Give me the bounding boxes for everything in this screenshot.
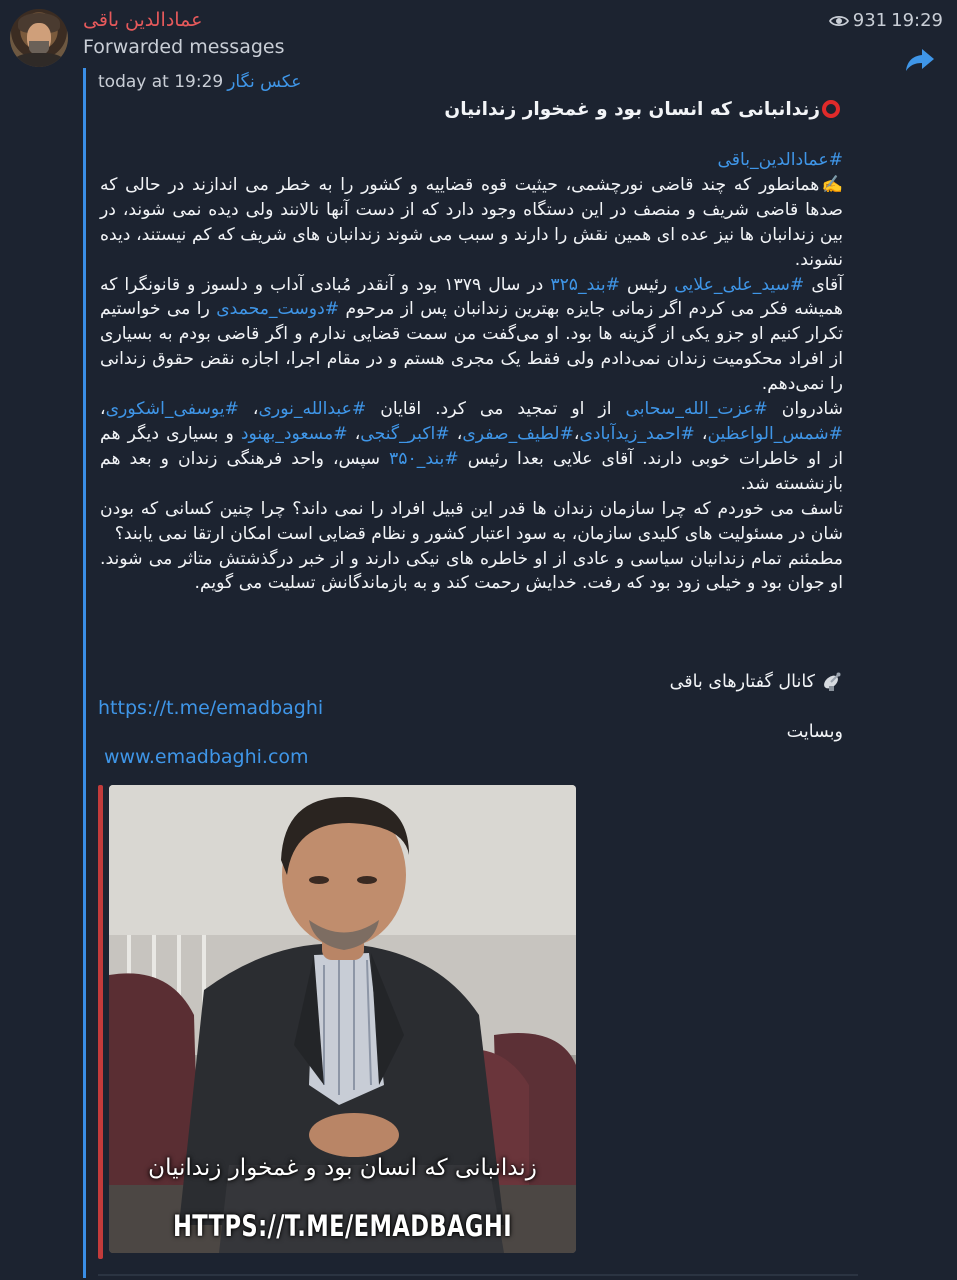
hashtag-link[interactable]: #عمادالدین_باقی bbox=[717, 150, 843, 170]
forward-source bbox=[98, 72, 301, 92]
eye-icon bbox=[829, 14, 849, 28]
share-arrow-icon[interactable] bbox=[905, 47, 935, 73]
hashtag-link[interactable]: #سید_علی_علایی bbox=[674, 274, 805, 295]
sender-avatar[interactable] bbox=[10, 9, 68, 67]
text-run: ، bbox=[347, 423, 361, 444]
photo-caption: زندانبانی که انسان بود و غمخوار زندانیان bbox=[148, 1155, 537, 1181]
channel-line bbox=[100, 670, 843, 692]
photo-scene bbox=[109, 785, 576, 1253]
hashtag-link[interactable]: #دوست_محمدی bbox=[216, 299, 340, 320]
view-count: 931 bbox=[852, 10, 888, 31]
satellite-dish-icon bbox=[821, 670, 843, 692]
photo-watermark: HTTPS://T.ME/EMADBAGHI bbox=[172, 1209, 513, 1243]
paragraph-5: مطمئنم تمام زندانیان سیاسی و عادی از او خاطره های نیکی دارند و از خبر درگذشتش متاثر می شوند. او جوان بود و خیلی زود بود که رفت. خدایش رحمت کند و به بازماندگانش تسلیت می گویم. bbox=[100, 548, 843, 594]
hashtag-link[interactable]: #بند_۳۲۵ bbox=[550, 274, 621, 295]
channel-link[interactable]: https://t.me/emadbaghi bbox=[98, 697, 324, 719]
photo-accent-bar bbox=[98, 785, 103, 1259]
sender-name[interactable]: عمادالدین باقی bbox=[83, 9, 203, 31]
text-run: و بسیاری دیگر هم از او خاطرات خوبی دارند. آقای علایی بعدا رئیس bbox=[100, 423, 843, 469]
text-run: را می خواستیم تکرار کنیم او جزو یکی از گزینه ها بود. او می‌گفت من سمت قضایی ندارم و اگر قاضی بودم به بسیاری از افراد محکومیت زندان نمی‌دادم ولی فقط یک مجری هستم و در مقام اجرا، اجازه نقض حقوق زندانی را نمی‌دهم. bbox=[100, 299, 843, 395]
text-run: رئیس bbox=[620, 274, 675, 295]
post-body bbox=[100, 148, 843, 596]
text-run: ، bbox=[573, 423, 580, 444]
paragraph-2 bbox=[100, 273, 843, 398]
text-run: ، bbox=[449, 423, 463, 444]
message-divider bbox=[98, 1274, 858, 1276]
hashtag-link[interactable]: #مسعود_بهنود bbox=[240, 423, 348, 444]
forwarded-label: Forwarded messages bbox=[83, 36, 285, 58]
hashtag-link[interactable]: #بند_۳۵۰ bbox=[389, 448, 459, 469]
hashtag-link[interactable]: #یوسفی_اشکوری bbox=[105, 399, 239, 420]
text-run: آقای bbox=[804, 274, 844, 295]
hashtag-link[interactable]: #شمس_الواعظین bbox=[707, 423, 844, 444]
channel-label: کانال گفتارهای باقی bbox=[669, 672, 815, 692]
message-meta bbox=[829, 10, 943, 31]
hashtag-link[interactable]: #اکبر_گنجی bbox=[360, 423, 450, 444]
hashtag-link[interactable]: #احمد_زیدآبادی bbox=[579, 423, 695, 444]
text-run: ، bbox=[238, 399, 259, 420]
hashtag-link[interactable]: #عزت_الله_سحابی bbox=[625, 399, 768, 420]
photo-attachment[interactable] bbox=[98, 785, 580, 1259]
paragraph-4: تاسف می خوردم که چرا سازمان زندان ها قدر این قبیل افراد را نمی داند؟ چرا چنین کسانی که بودن شان در مسئولیت های کلیدی سازمان، به سود اعتبار کشور و نظام قضایی است امکان ارتقا نمی یابند؟ bbox=[100, 498, 843, 544]
red-circle-icon bbox=[822, 100, 840, 118]
paragraph-1-text: ✍️همانطور که چند قاضی نورچشمی، حیثیت قوه قضاییه و کشور را به خطر می اندازند در حالی که صدها قاضی شریف و منصف در این دستگاه وجود دارد که از دست آنها نالانند ولی دیده نمی شوند، در بین زندانبان ها نیز عده ای همین نقش را دارند و سبب می شوند زندانبان های شریف که کم نیستند، دیده نشوند. bbox=[100, 174, 843, 270]
text-run: شادروان bbox=[767, 399, 843, 420]
post-title-text: زندانبانی که انسان بود و غمخوار زندانیان bbox=[444, 99, 820, 120]
text-run: ، bbox=[100, 399, 106, 420]
text-run: ، bbox=[694, 423, 708, 444]
hashtag-link[interactable]: #عبدالله_نوری bbox=[258, 399, 367, 420]
paragraph-1 bbox=[100, 148, 843, 273]
message-time: 19:29 bbox=[891, 10, 943, 31]
photo-image[interactable] bbox=[109, 785, 576, 1253]
website-link[interactable]: www.emadbaghi.com bbox=[104, 746, 309, 768]
post-title bbox=[100, 96, 840, 124]
forward-quote-bar bbox=[83, 68, 86, 1278]
text-run: در سال ۱۳۷۹ بود و آنقدر مُبادی آداب و دلسوز و قانونگرا که همیشه فکر می کردم اگر زمانی جایزه بهترین زندانبان پس از مرحوم bbox=[100, 274, 843, 320]
paragraph-3 bbox=[100, 397, 843, 497]
text-run: سپس، واحد فرهنگی زندان و بعد هم بازنشسته شد. bbox=[100, 448, 843, 494]
forward-time: today at 19:29 bbox=[98, 72, 224, 92]
website-label: وبسایت bbox=[786, 722, 843, 742]
forward-source-name[interactable]: عکس نگار bbox=[227, 72, 302, 92]
hashtag-link[interactable]: #لطیف_صفری bbox=[462, 423, 574, 444]
text-run: از او تمجید می کرد. اقایان bbox=[366, 399, 626, 420]
